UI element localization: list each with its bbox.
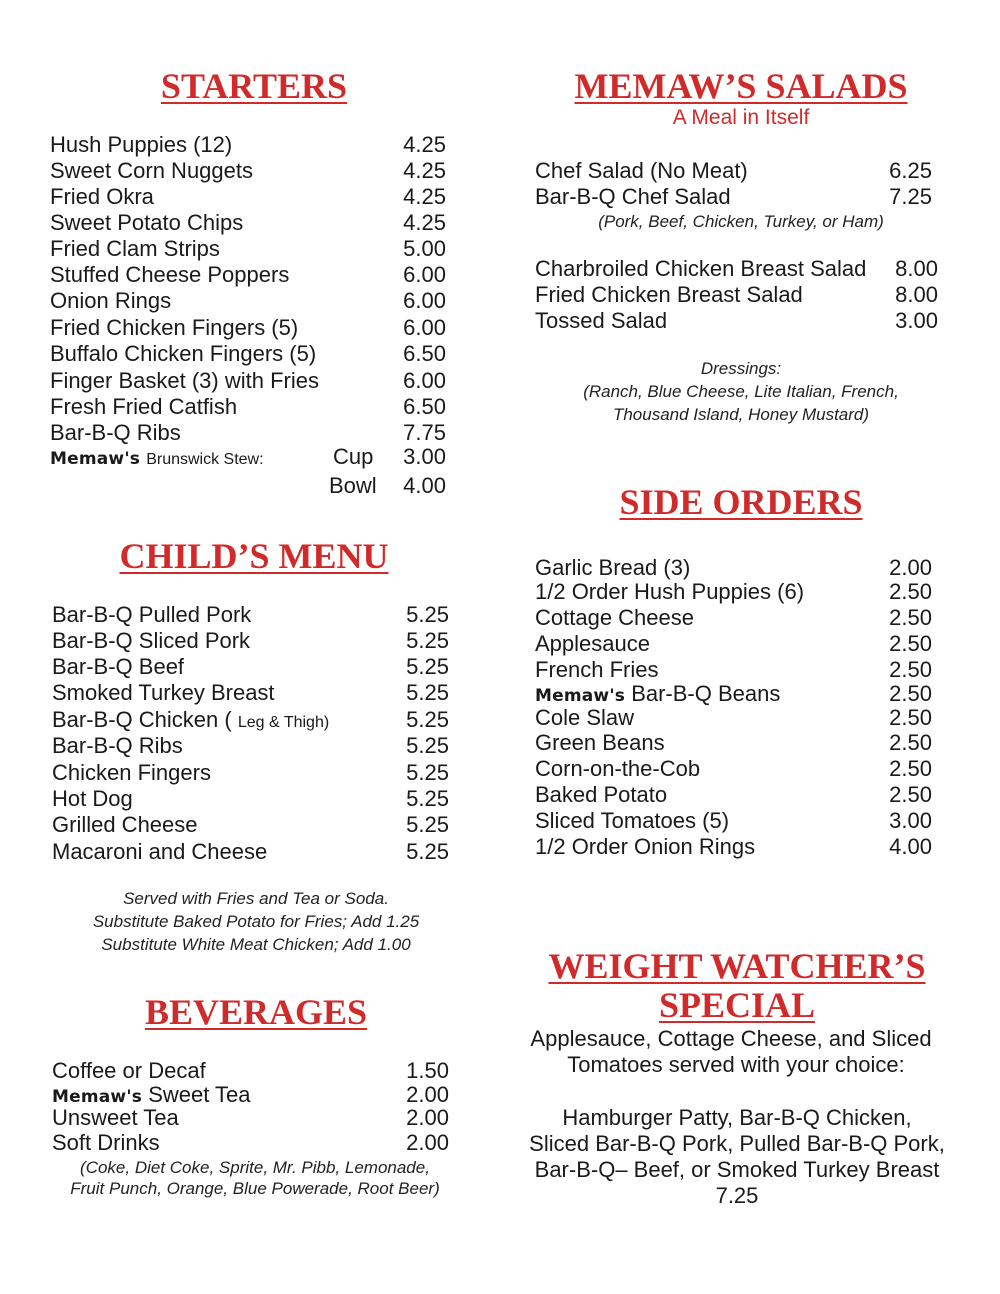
item-name: Fried Chicken Breast Salad xyxy=(535,282,803,307)
item-price: 5.25 xyxy=(406,760,449,785)
list-item xyxy=(50,210,446,236)
note-line: (Ranch, Blue Cheese, Lite Italian, French, xyxy=(583,382,899,401)
item-price: 6.25 xyxy=(889,158,932,183)
item-price: 6.00 xyxy=(403,315,446,340)
list-item xyxy=(52,628,449,654)
item-name: Tossed Salad xyxy=(535,308,668,333)
beverages-title: BEVERAGES xyxy=(144,992,368,1032)
list-item-stew-cup xyxy=(50,444,446,470)
item-name: Bar-B-Q Sliced Pork xyxy=(52,628,251,653)
list-item xyxy=(50,158,446,184)
item-name: Onion Rings xyxy=(50,288,172,313)
item-name: 1/2 Order Onion Rings xyxy=(535,834,756,859)
brand-name: Memaw's xyxy=(50,449,141,469)
note-line: (Coke, Diet Coke, Sprite, Mr. Pibb, Lemonade, xyxy=(80,1158,430,1177)
item-detail: Leg & Thigh) xyxy=(237,714,330,731)
list-item xyxy=(52,1105,449,1131)
list-item xyxy=(535,605,932,631)
item-price: 5.25 xyxy=(406,680,449,705)
weight-watchers-price: 7.25 xyxy=(715,1183,759,1208)
item-price: 2.50 xyxy=(889,681,932,706)
list-item xyxy=(50,420,446,446)
list-item xyxy=(535,631,932,657)
item-name: Coffee or Decaf xyxy=(52,1058,206,1083)
item-name: Soft Drinks xyxy=(52,1130,160,1155)
stew-name: Brunswick Stew: xyxy=(146,451,264,468)
list-item xyxy=(52,1130,449,1156)
item-price: 8.00 xyxy=(895,282,938,307)
item-price: 5.00 xyxy=(403,236,446,261)
item-name: Stuffed Cheese Poppers xyxy=(50,262,290,287)
item-name: Fresh Fried Catfish xyxy=(50,394,238,419)
item-price: 1.50 xyxy=(406,1058,449,1083)
item-name: Baked Potato xyxy=(535,782,668,807)
salads-title: MEMAW’S SALADS xyxy=(574,66,908,106)
item-name: Green Beans xyxy=(535,730,665,755)
item-name-main: Bar-B-Q Beans xyxy=(631,681,781,706)
brand-name: Memaw's xyxy=(535,686,626,706)
item-name: Hot Dog xyxy=(52,786,133,811)
item-name: Applesauce xyxy=(535,631,650,656)
item-name: Bar-B-Q Ribs xyxy=(52,733,183,758)
item-price: 5.25 xyxy=(406,839,449,864)
list-item xyxy=(50,394,446,420)
item-name: Fried Chicken Fingers (5) xyxy=(50,315,299,340)
list-item xyxy=(535,282,938,308)
item-price: 7.75 xyxy=(403,420,446,445)
item-price: 4.25 xyxy=(403,158,446,183)
note-line: Thousand Island, Honey Mustard) xyxy=(612,405,870,424)
item-price: 4.25 xyxy=(403,184,446,209)
weight-watchers-title-line1: WEIGHT WATCHER’S xyxy=(548,946,926,986)
list-item xyxy=(50,236,446,262)
note-line: Fruit Punch, Orange, Blue Powerade, Root Beer) xyxy=(70,1179,440,1198)
item-name: 1/2 Order Hush Puppies (6) xyxy=(535,579,805,604)
list-item xyxy=(50,288,446,314)
item-name: Unsweet Tea xyxy=(52,1105,179,1130)
item-price: 6.00 xyxy=(403,368,446,393)
note-line: Substitute Baked Potato for Fries; Add 1.25 xyxy=(92,912,420,931)
item-name: Smoked Turkey Breast xyxy=(52,680,275,705)
item-name: Fried Okra xyxy=(50,184,154,209)
item-price: 2.50 xyxy=(889,657,932,682)
list-item-stew-bowl xyxy=(50,473,446,499)
list-item xyxy=(535,834,932,860)
choice-line: Hamburger Patty, Bar-B-Q Chicken, xyxy=(562,1105,912,1130)
list-item xyxy=(535,657,932,683)
item-name: Charbroiled Chicken Breast Salad xyxy=(535,256,867,281)
list-item xyxy=(535,681,932,707)
item-price: 2.00 xyxy=(406,1105,449,1130)
list-item xyxy=(50,184,446,210)
item-name: Bar-B-Q Beef xyxy=(52,654,185,679)
item-name: Chef Salad (No Meat) xyxy=(535,158,748,183)
item-price: 6.00 xyxy=(403,262,446,287)
note-line: Dressings: xyxy=(700,359,782,378)
list-item xyxy=(50,315,446,341)
item-price: 2.50 xyxy=(889,705,932,730)
list-item xyxy=(52,786,449,812)
bowl-label: Bowl xyxy=(329,473,377,498)
item-price: 4.00 xyxy=(889,834,932,859)
intro-line: Tomatoes served with your choice: xyxy=(567,1052,905,1077)
list-item xyxy=(535,184,932,210)
item-price: 5.25 xyxy=(406,786,449,811)
item-name: Chicken Fingers xyxy=(52,760,211,785)
item-price: 4.00 xyxy=(403,473,446,498)
chef-salad-note: (Pork, Beef, Chicken, Turkey, or Ham) xyxy=(598,212,884,231)
item-name: Garlic Bread (3) xyxy=(535,555,691,580)
item-price: 2.00 xyxy=(889,555,932,580)
item-price: 7.25 xyxy=(889,184,932,209)
item-price: 5.25 xyxy=(406,707,449,732)
list-item xyxy=(50,262,446,288)
item-price: 5.25 xyxy=(406,654,449,679)
list-item xyxy=(535,782,932,808)
childs-menu-notes xyxy=(50,887,462,956)
item-name: Bar-B-Q Ribs xyxy=(50,420,181,445)
item-price: 5.25 xyxy=(406,733,449,758)
item-name: Cole Slaw xyxy=(535,705,635,730)
list-item xyxy=(535,158,932,184)
item-price: 2.50 xyxy=(889,579,932,604)
list-item xyxy=(535,555,932,581)
item-price: 6.50 xyxy=(403,341,446,366)
choice-line: Bar-B-Q– Beef, or Smoked Turkey Breast xyxy=(534,1157,940,1182)
note-line: Substitute White Meat Chicken; Add 1.00 xyxy=(101,935,411,954)
list-item xyxy=(535,256,938,282)
list-item xyxy=(52,602,449,628)
weight-watchers-intro xyxy=(515,1026,947,1078)
item-name xyxy=(50,444,264,473)
item-price: 4.25 xyxy=(403,132,446,157)
list-item xyxy=(535,308,938,334)
list-item xyxy=(52,654,449,680)
choice-line: Sliced Bar-B-Q Pork, Pulled Bar-B-Q Pork, xyxy=(529,1131,945,1156)
list-item xyxy=(50,341,446,367)
item-price: 2.50 xyxy=(889,605,932,630)
list-item xyxy=(52,760,449,786)
item-price: 6.00 xyxy=(403,288,446,313)
list-item xyxy=(535,808,932,834)
item-name: Bar-B-Q Chef Salad xyxy=(535,184,731,209)
note-line: Served with Fries and Tea or Soda. xyxy=(123,889,389,908)
item-price: 2.50 xyxy=(889,782,932,807)
item-price: 2.00 xyxy=(406,1082,449,1107)
side-orders-title: SIDE ORDERS xyxy=(619,482,863,522)
list-item xyxy=(52,839,449,865)
item-name-main: Bar-B-Q Chicken ( xyxy=(52,707,232,732)
item-name: Sweet Corn Nuggets xyxy=(50,158,253,183)
item-name xyxy=(52,707,329,736)
item-price: 8.00 xyxy=(895,256,938,281)
beverages-notes xyxy=(48,1157,462,1199)
list-item xyxy=(50,132,446,158)
item-name: Corn-on-the-Cob xyxy=(535,756,701,781)
item-name: Finger Basket (3) with Fries xyxy=(50,368,319,393)
item-price: 2.00 xyxy=(406,1130,449,1155)
item-name: Cottage Cheese xyxy=(535,605,694,630)
item-name: Grilled Cheese xyxy=(52,812,198,837)
list-item xyxy=(52,733,449,759)
item-price: 2.50 xyxy=(889,730,932,755)
item-price: 3.00 xyxy=(889,808,932,833)
list-item xyxy=(535,579,932,605)
item-price: 5.25 xyxy=(406,602,449,627)
list-item xyxy=(52,707,449,733)
list-item xyxy=(50,368,446,394)
item-name: Macaroni and Cheese xyxy=(52,839,268,864)
item-name: French Fries xyxy=(535,657,659,682)
item-name: Bar-B-Q Pulled Pork xyxy=(52,602,252,627)
list-item xyxy=(52,812,449,838)
item-name-main: Sweet Tea xyxy=(148,1082,251,1107)
item-price: 5.25 xyxy=(406,628,449,653)
list-item xyxy=(535,756,932,782)
item-price: 5.25 xyxy=(406,812,449,837)
item-price: 4.25 xyxy=(403,210,446,235)
item-name: Hush Puppies (12) xyxy=(50,132,233,157)
dressings-note xyxy=(530,357,952,426)
item-price: 2.50 xyxy=(889,631,932,656)
brand-name: Memaw's xyxy=(52,1087,143,1107)
item-name: Buffalo Chicken Fingers (5) xyxy=(50,341,317,366)
salads-subtitle: A Meal in Itself xyxy=(672,106,810,129)
list-item xyxy=(52,680,449,706)
list-item xyxy=(535,705,932,731)
list-item xyxy=(535,730,932,756)
weight-watchers-title-line2: SPECIAL xyxy=(658,985,816,1025)
starters-title: STARTERS xyxy=(160,66,348,106)
item-name: Sliced Tomatoes (5) xyxy=(535,808,730,833)
item-name: Fried Clam Strips xyxy=(50,236,220,261)
cup-label: Cup xyxy=(333,444,374,469)
intro-line: Applesauce, Cottage Cheese, and Sliced xyxy=(530,1026,932,1051)
childs-menu-title: CHILD’S MENU xyxy=(119,536,389,576)
item-price: 3.00 xyxy=(895,308,938,333)
item-price: 2.50 xyxy=(889,756,932,781)
weight-watchers-choices xyxy=(515,1105,959,1209)
item-price: 6.50 xyxy=(403,394,446,419)
list-item xyxy=(52,1058,449,1084)
item-name: Sweet Potato Chips xyxy=(50,210,244,235)
item-price: 3.00 xyxy=(403,444,446,469)
